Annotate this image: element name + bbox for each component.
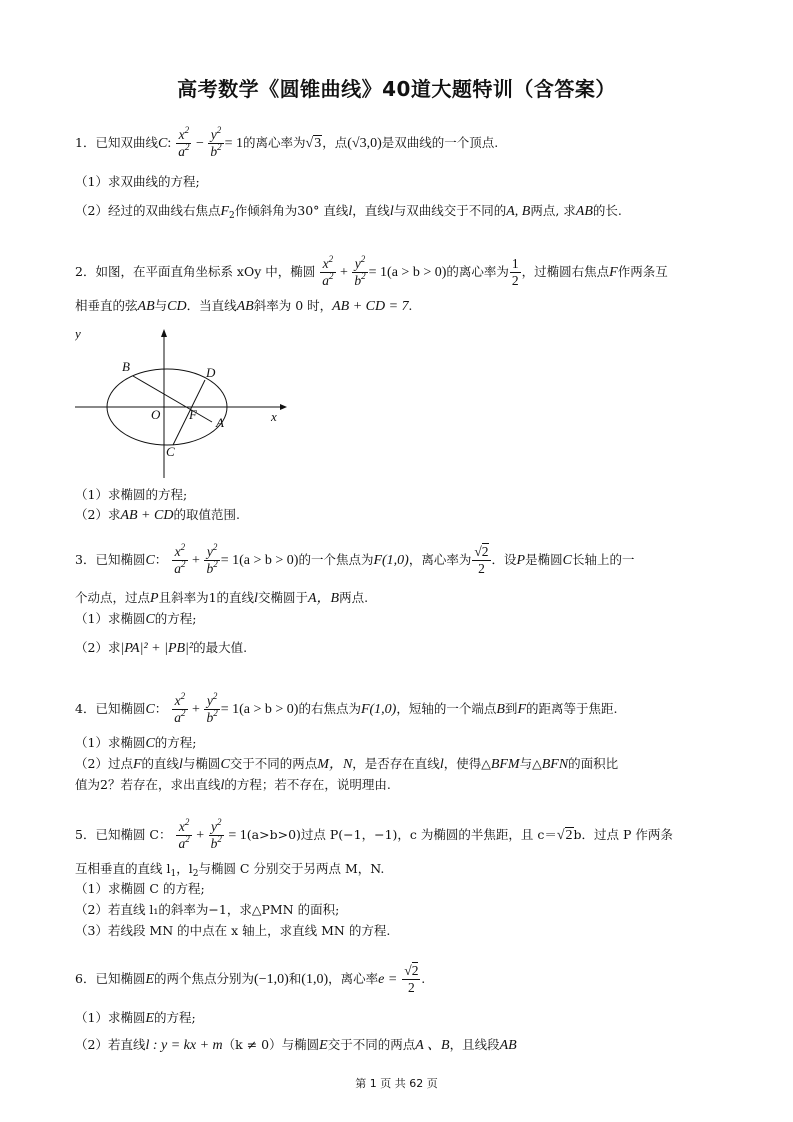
point-d-label: D [206,365,216,380]
y-axis-label: y [75,326,81,341]
problem-3-q2: （2）求|PA|² + |PB|²的最大值. [75,640,248,656]
problem-2-statement-cont: 相垂直的弦AB与CD．当直线AB斜率为 0 时，AB + CD = 7. [75,298,413,314]
problem-5-q2: （2）若直线 l₁的斜率为−1，求△PMN 的面积; [75,902,340,917]
problem-3-q1: （1）求椭圆C的方程; [75,611,197,627]
problem-3-statement: 3．已知椭圆C： $\frac{x^2}{a^2}$ + $\frac{y^2}{b^2}$ = 1(a > b > 0)的一个焦点为F(1,0)，离心率为 $\frac{√2}{2}$ ．设P是椭圆C长轴上的一 [75,542,635,576]
problem-5-statement: 5．已知椭圆 C： $\frac{x^2}{a^2}$ + $\frac{y^2}{b^2}$ = 1(a>b>0)过点 P(−1，−1)，c 为椭圆的半焦距，且 c＝√2b．过点 P 作两条 [75,817,673,851]
problem-6-q2: （2）若直线l : y = kx + m（k ≠ 0）与椭圆E交于不同的两点A 、B，且线段AB [75,1037,517,1053]
problem-5-q1: （1）求椭圆 C 的方程; [75,881,205,896]
problem-2-q2: （2）求AB + CD的取值范围. [75,507,240,523]
problem-1-q1: （1）求双曲线的方程; [75,174,200,189]
problem-2-q1: （1）求椭圆的方程; [75,487,188,502]
problem-4-q2-cont: 值为2？若存在，求出直线l的方程；若不存在，说明理由. [75,777,391,793]
ellipse-figure [75,325,290,480]
point-b-label: B [122,359,130,374]
x-axis-label: x [271,409,277,424]
problem-4-q1: （1）求椭圆C的方程; [75,735,197,751]
problem-5-statement-cont: 互相垂直的直线 $l_1$，$l_2$与椭圆 C 分别交于另两点 M，N. [75,861,385,879]
problem-5-q3: （3）若线段 MN 的中点在 x 轴上，求直线 MN 的方程. [75,923,391,938]
problem-4-q2: （2）过点F的直线l与椭圆C交于不同的两点M，N，是否存在直线l，使得△BFM与△BFN的面积比 [75,756,619,772]
point-c-label: C [166,444,175,459]
origin-label: O [151,407,161,422]
problem-4-statement: 4．已知椭圆C： $\frac{x^2}{a^2}$ + $\frac{y^2}{b^2}$ = 1(a > b > 0)的右焦点为F(1,0)，短轴的一个端点B到F的距离等于焦距. [75,691,618,725]
x-axis-arrow-icon [280,404,287,410]
point-a-label: A [216,415,224,430]
problem-1-statement: 1．已知双曲线C: $\frac{x^2}{a^2}$ − $\frac{y^2}{b^2}$ = 1的离心率为√3，点(√3,0)是双曲线的一个顶点. [75,125,499,159]
problem-6-q1: （1）求椭圆E的方程; [75,1010,196,1026]
page-title: 高考数学《圆锥曲线》40道大题特训（含答案） [177,77,616,101]
y-axis-arrow-icon [161,329,167,337]
chord-ab [133,376,212,422]
problem-6-statement: 6．已知椭圆E的两个焦点分别为(−1,0)和(1,0)，离心率e = $\frac{√2}{2}$ . [75,963,425,995]
focus-label: F [189,407,197,422]
problem-2-statement: 2．如图，在平面直角坐标系 xOy 中，椭圆 $\frac{x^2}{a^2}$ + $\frac{y^2}{b^2}$ = 1(a > b > 0)的离心率为 $\frac{1}{2}$ ，过椭圆右焦点F作两条互 [75,254,668,288]
problem-1-q2: （2）经过的双曲线右焦点$F_2$作倾斜角为30° 直线l，直线l与双曲线交于不同的A, B两点, 求AB的长. [75,203,622,221]
page-footer: 第 1 页 共 62 页 [355,1077,438,1090]
problem-3-statement-cont: 个动点，过点P且斜率为1的直线l交椭圆于A，B两点. [75,590,369,606]
